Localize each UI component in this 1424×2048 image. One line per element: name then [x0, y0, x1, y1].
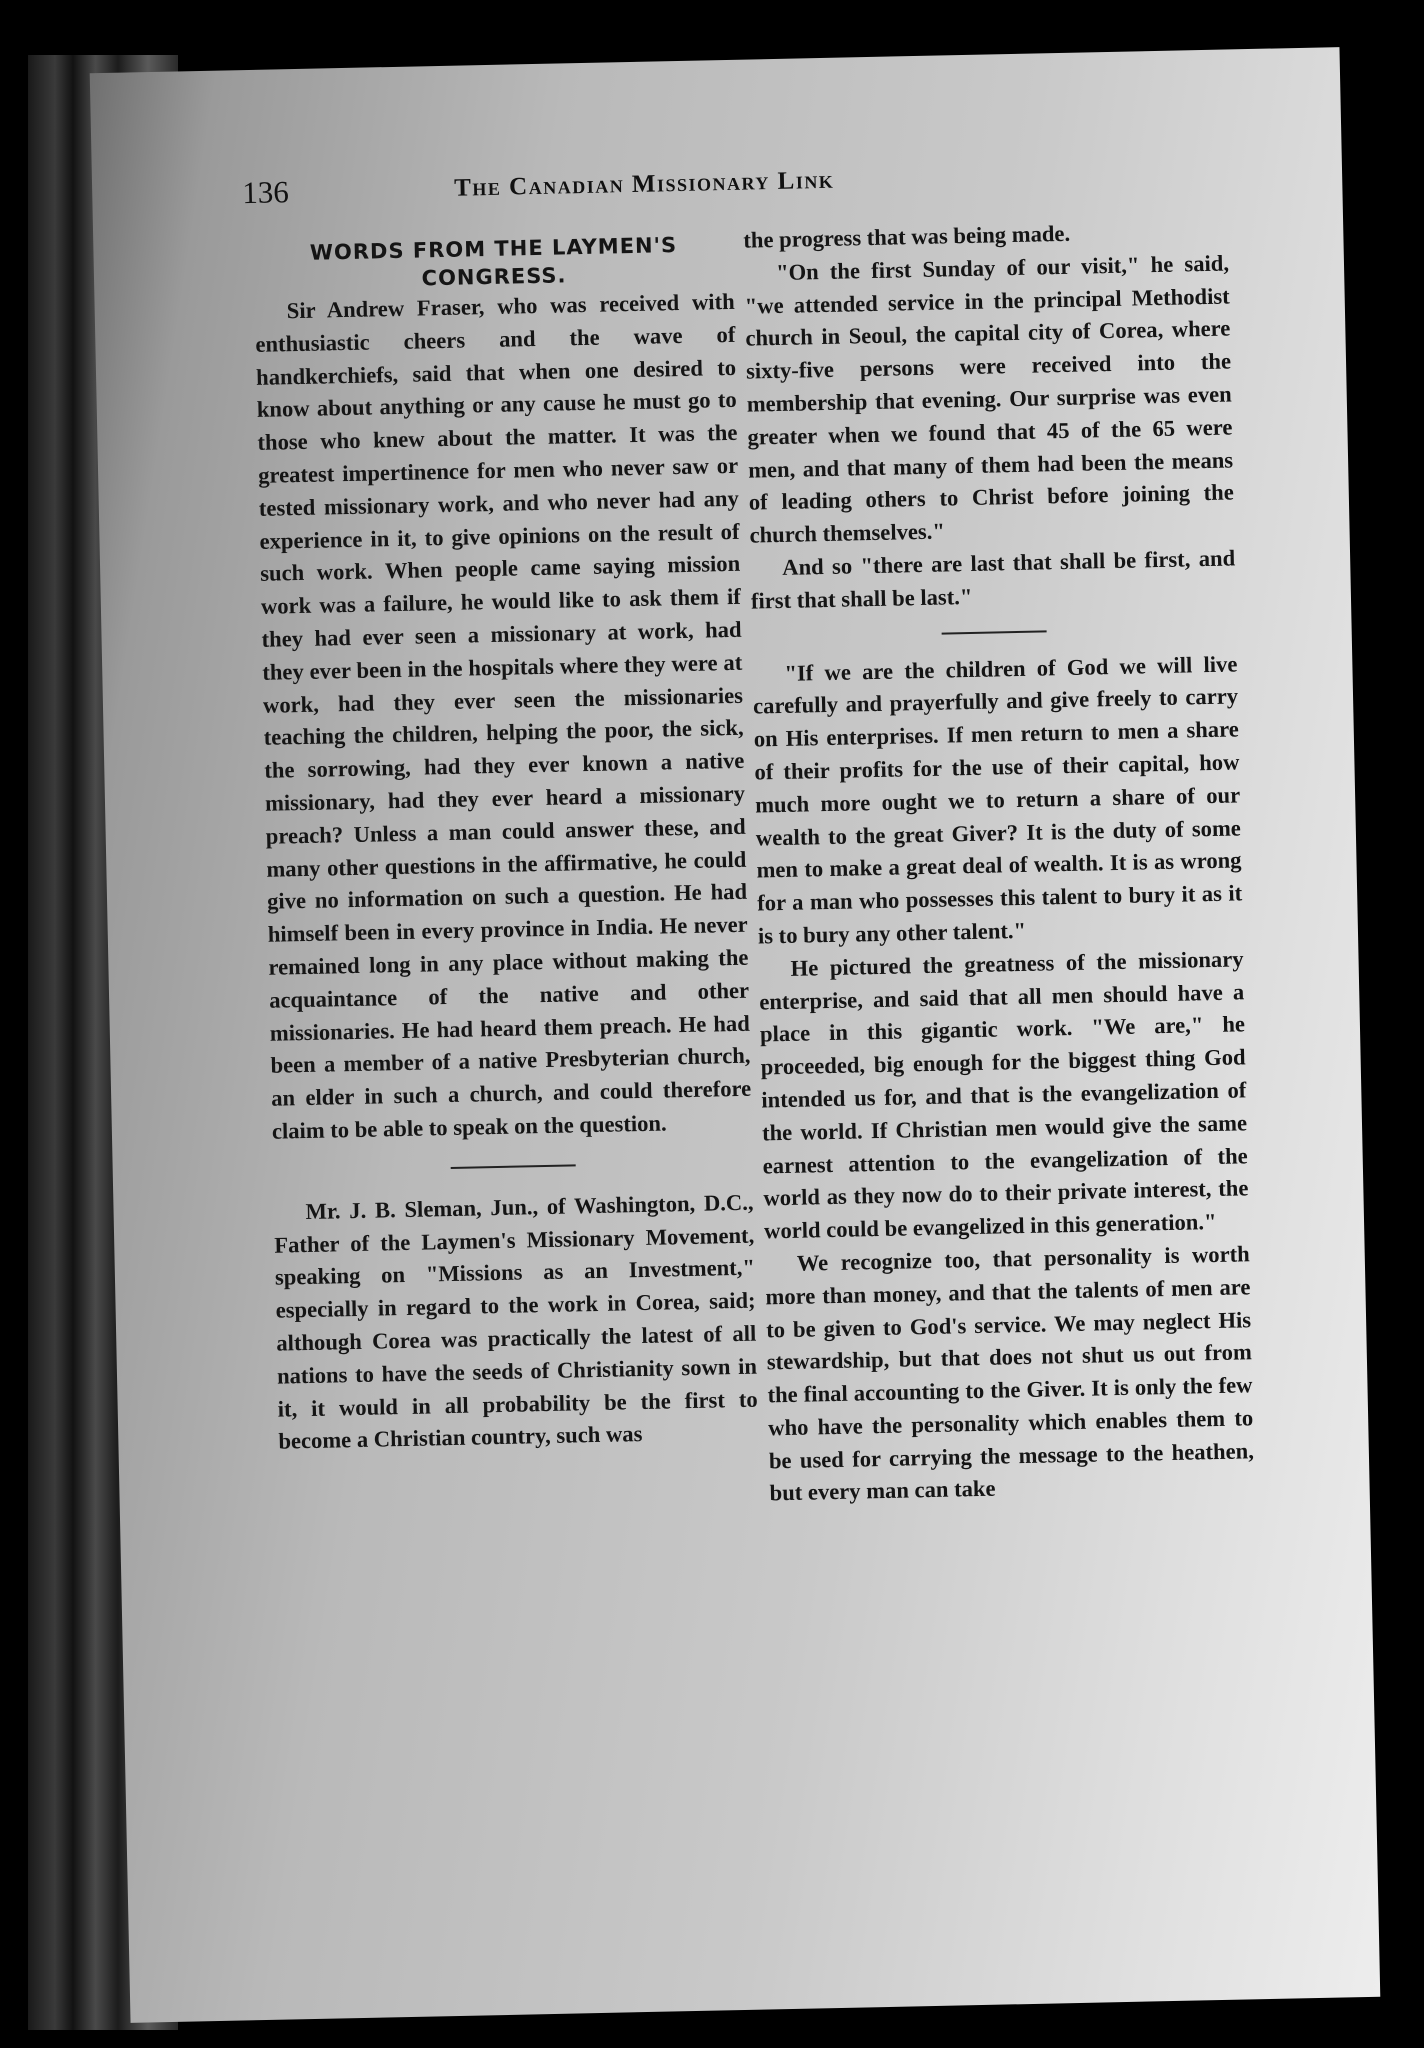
journal-title: The Canadian Missionary Link — [453, 166, 835, 202]
article-title: WORDS FROM THE LAYMEN'S CONGRESS. — [309, 233, 678, 291]
paragraph-sleman: Mr. J. B. Sleman, Jun., of Washington, D.C., Father of the Laymen's Missionary Movement, speaking on "Missions as an Investment," especially in regard to the work in Corea, said; although Corea was practically the latest of all nations to have the seeds of Christianity sown in it, it would in all probability be the first to become a Christian country, such was — [274, 1189, 758, 1454]
paragraph-children-of-god: "If we are the children of God we will live carefully and prayerfully and give freely to carry on His enterprises. If men return to men a share of their profits for the use of their capital, how much more ought we to return a share of our wealth to the great Giver? It is the duty of some men to make a great deal of wealth. It is as wrong for a man who possesses this talent to bury it as it is to bury any other talent." — [752, 650, 1243, 949]
running-head — [242, 154, 1243, 215]
paragraph-personality: We recognize too, that personality is worth more than money, and that the talents of men are to be given to God's service. We may neglect His stewardship, but that does not shut us out from the final accounting to the Giver. It is only the few who have the personality which enables them to be used for carrying the message to the heathen, but every man can take — [765, 1241, 1255, 1506]
paragraph-enterprise: He pictured the greatness of the missionary enterprise, and said that all men should have a place in this gigantic work. "We are," he proceeded, big enough for the biggest thing God intended us for, and that is the evangelization of the world. If Christian men would give the same earnest attention to the evangelization of the world as they now do to their private interest, the world could be evangelized in this generation." — [759, 946, 1249, 1244]
paragraph-seoul: "On the first Sunday of our visit," he said, "we attended service in the principal Methodist church in Seoul, the capital city of Corea, where sixty-five persons were received into the membership that evening. Our surprise was even greater when we found that 45 of the 65 were men, and that many of them had been the means of leading others to Christ before joining the church themselves." — [744, 250, 1235, 548]
right-column — [743, 214, 1255, 1510]
left-column — [253, 230, 758, 1459]
page-number: 136 — [241, 174, 290, 211]
paragraph-last-first: And so "there are last that shall be first, and first that shall be last." — [750, 545, 1236, 614]
section-divider-right — [942, 630, 1047, 634]
scanned-page — [90, 47, 1381, 2023]
section-divider — [450, 1164, 575, 1169]
paragraph-continuation: the progress that was being made. — [743, 220, 1071, 253]
paragraph-fraser: Sir Andrew Fraser, who was received with enthusiastic cheers and the wave of handkerchiefs, said that when one desired to know about anything or any cause he must go to those who knew about the matter. It was the greatest impertinence for men who never saw or tested missionary work, and who never had any experience in it, to give opinions on the result of such work. When people came saying mission work was a failure, he would like to ask them if they had ever seen a missionary at work, had they ever been in the hospitals where they were at work, had they ever seen the missionaries teaching the children, helping the poor, the sick, the sorrowing, had they ever known a native missionary, had they ever heard a missionary preach? Unless a man could answer these, and many other questions in the affirmative, he could give no information on such a question. He had himself been in every province in India. He never remained long in any place without making the acquaintance of the native and other missionaries. He had heard them preach. He had been a member of a native Presbyterian church, an elder in such a church, and could therefore claim to be able to speak on the question. — [255, 288, 752, 1144]
